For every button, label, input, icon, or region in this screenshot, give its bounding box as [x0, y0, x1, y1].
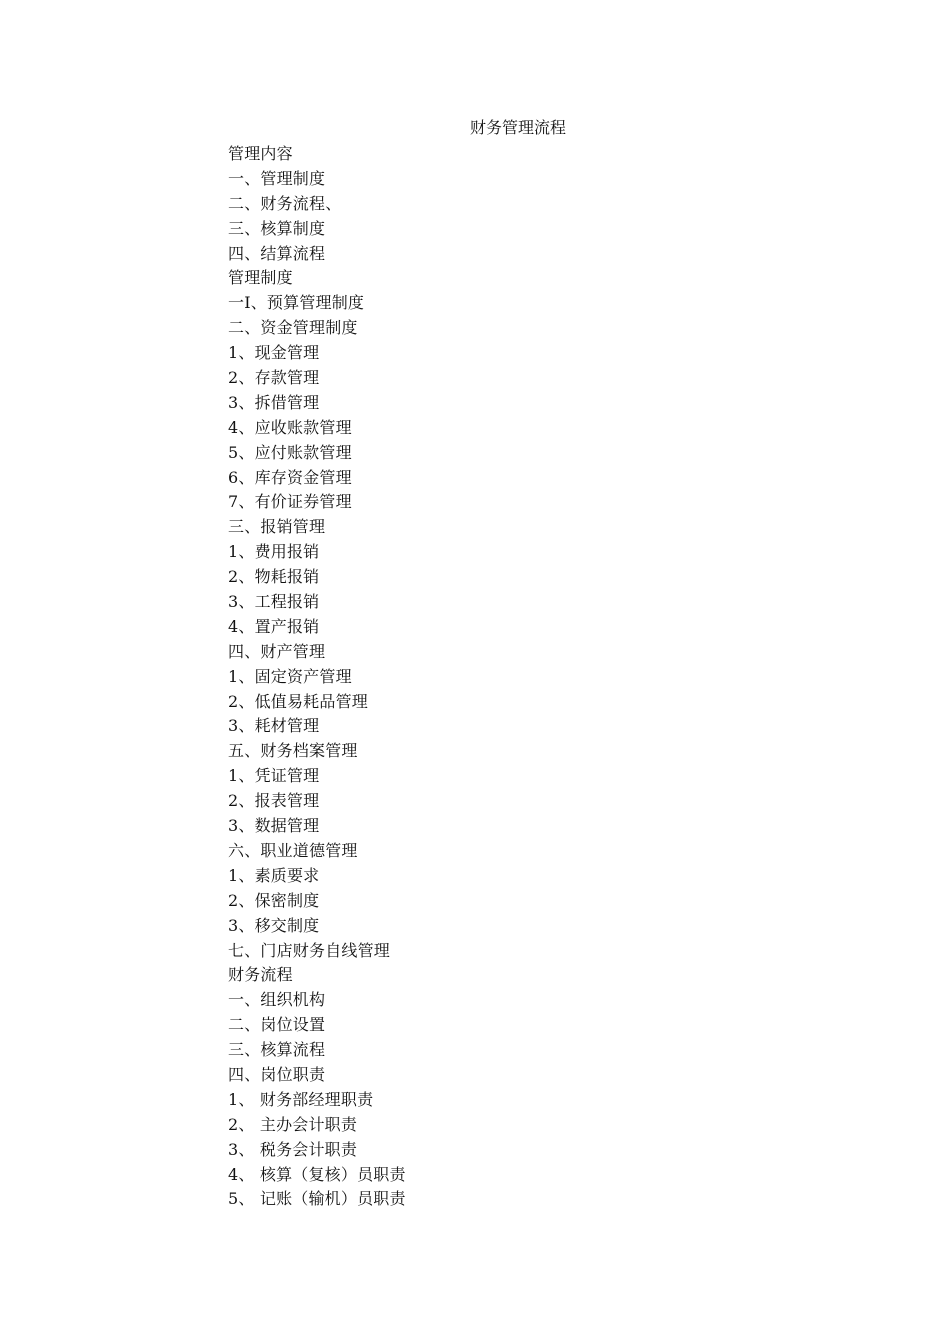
outline-line: 四、财产管理: [228, 641, 326, 661]
outline-line: 管理制度: [228, 268, 293, 288]
outline-line: 3、移交制度: [228, 915, 320, 935]
outline-line: 2、物耗报销: [228, 567, 320, 587]
outline-line: 2、报表管理: [228, 791, 320, 811]
outline-line: 5、 记账（输机）员职责: [228, 1189, 406, 1209]
outline-line: 六、职业道德管理: [228, 840, 358, 860]
outline-line: 五、财务档案管理: [228, 741, 358, 761]
document-title: 财务管理流程: [469, 118, 566, 137]
outline-line: 1、固定资产管理: [228, 666, 352, 686]
outline-line: 四、岗位职责: [228, 1064, 326, 1084]
outline-line: 三、核算制度: [228, 218, 326, 238]
outline-line: 3、 税务会计职责: [228, 1139, 358, 1159]
outline-line: 一、组织机构: [228, 990, 326, 1010]
outline-line: 3、工程报销: [228, 592, 320, 612]
outline-line: 3、耗材管理: [228, 716, 320, 736]
outline-line: 2、存款管理: [228, 368, 320, 388]
outline-line: 二、岗位设置: [228, 1015, 326, 1035]
outline-line: 1、费用报销: [228, 542, 320, 562]
outline-line: 5、应付账款管理: [228, 442, 352, 462]
outline-line: 三、核算流程: [228, 1040, 326, 1060]
outline-line: 2、低值易耗品管理: [228, 691, 368, 711]
outline-line: 2、 主办会计职责: [228, 1114, 358, 1134]
outline-line: 管理内容: [228, 144, 293, 163]
outline-line: 2、保密制度: [228, 890, 320, 910]
outline-line: 4、应收账款管理: [228, 417, 352, 437]
outline-line: 1、 财务部经理职责: [228, 1089, 374, 1109]
outline-line: 财务流程: [228, 965, 293, 985]
outline-line: 二、资金管理制度: [228, 318, 358, 338]
outline-line: 4、置产报销: [228, 616, 320, 636]
outline-line: 四、结算流程: [228, 243, 326, 263]
outline-line: 3、拆借管理: [228, 392, 320, 412]
outline-line: 一、管理制度: [228, 168, 326, 188]
outline-line: 6、库存资金管理: [228, 467, 352, 487]
outline-line: 三、报销管理: [228, 517, 326, 537]
outline-line: 4、 核算（复核）员职责: [228, 1164, 406, 1184]
outline-line: 1、现金管理: [228, 343, 320, 363]
outline-line: 二、财务流程、: [228, 193, 342, 213]
outline-line: 1、凭证管理: [228, 766, 320, 786]
outline-line: 七、门店财务自线管理: [228, 940, 391, 960]
outline-line: 3、数据管理: [228, 816, 320, 836]
outline-line: 1、素质要求: [228, 865, 320, 885]
document-outline: [228, 142, 406, 1212]
outline-line: 7、有价证券管理: [228, 492, 352, 512]
outline-line: 一I、预算管理制度: [228, 293, 365, 313]
